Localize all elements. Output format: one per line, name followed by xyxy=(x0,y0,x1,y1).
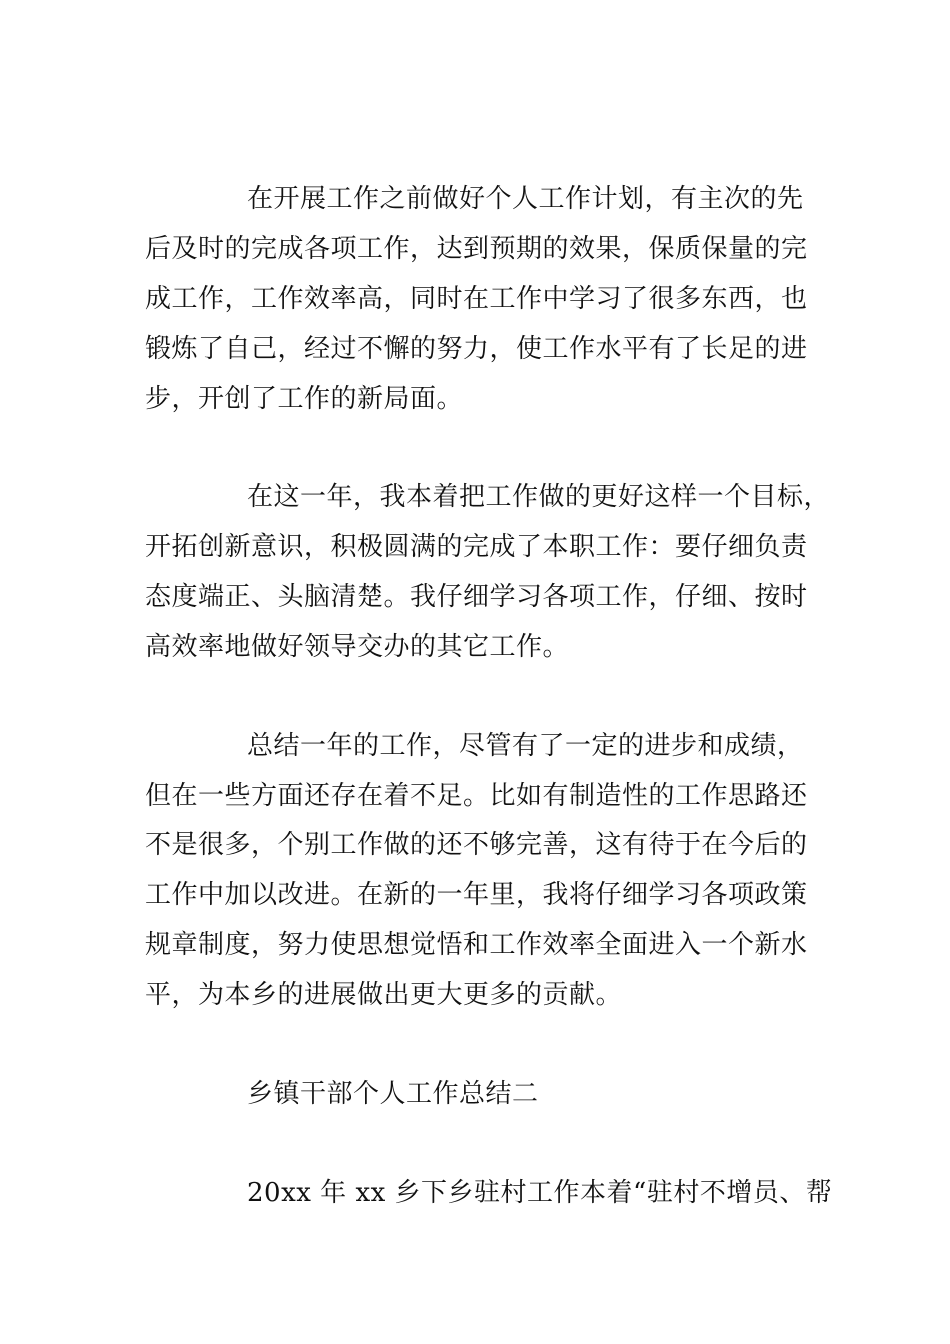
paragraph-3-line-2: 但在一些方面还存在着不足。比如有制造性的工作思路还 xyxy=(145,781,808,811)
paragraph-3-line-1: 总结一年的工作，尽管有了一定的进步和成绩， xyxy=(247,731,804,761)
paragraph-3-line-4: 工作中加以改进。在新的一年里，我将仔细学习各项政策 xyxy=(145,880,808,910)
paragraph-3-line-3: 不是很多，个别工作做的还不够完善，这有待于在今后的 xyxy=(145,830,808,860)
paragraph-3-line-5: 规章制度，努力使思想觉悟和工作效率全面进入一个新水 xyxy=(145,930,808,960)
paragraph-1-line-1: 在开展工作之前做好个人工作计划，有主次的先 xyxy=(247,184,804,214)
paragraph-1-line-2: 后及时的完成各项工作，达到预期的效果，保质保量的完 xyxy=(145,234,808,264)
paragraph-1-line-4: 锻炼了自己，经过不懈的努力，使工作水平有了长足的进 xyxy=(145,334,808,364)
paragraph-2-line-3: 态度端正、头脑清楚。我仔细学习各项工作，仔细、按时 xyxy=(145,582,808,612)
paragraph-1-line-3: 成工作，工作效率高，同时在工作中学习了很多东西，也 xyxy=(145,284,808,314)
section-heading: 乡镇干部个人工作总结二 xyxy=(247,1079,539,1109)
paragraph-2-line-2: 开拓创新意识，积极圆满的完成了本职工作：要仔细负责 xyxy=(145,532,808,562)
paragraph-3-line-6: 平，为本乡的进展做出更大更多的贡献。 xyxy=(145,980,623,1010)
paragraph-1-line-5: 步，开创了工作的新局面。 xyxy=(145,384,464,414)
paragraph-2-line-1: 在这一年，我本着把工作做的更好这样一个目标， xyxy=(247,482,831,512)
paragraph-2-line-4: 高效率地做好领导交办的其它工作。 xyxy=(145,632,570,662)
paragraph-4-line-1: 20xx 年 xx 乡下乡驻村工作本着“驻村不增员、帮 xyxy=(247,1178,833,1208)
